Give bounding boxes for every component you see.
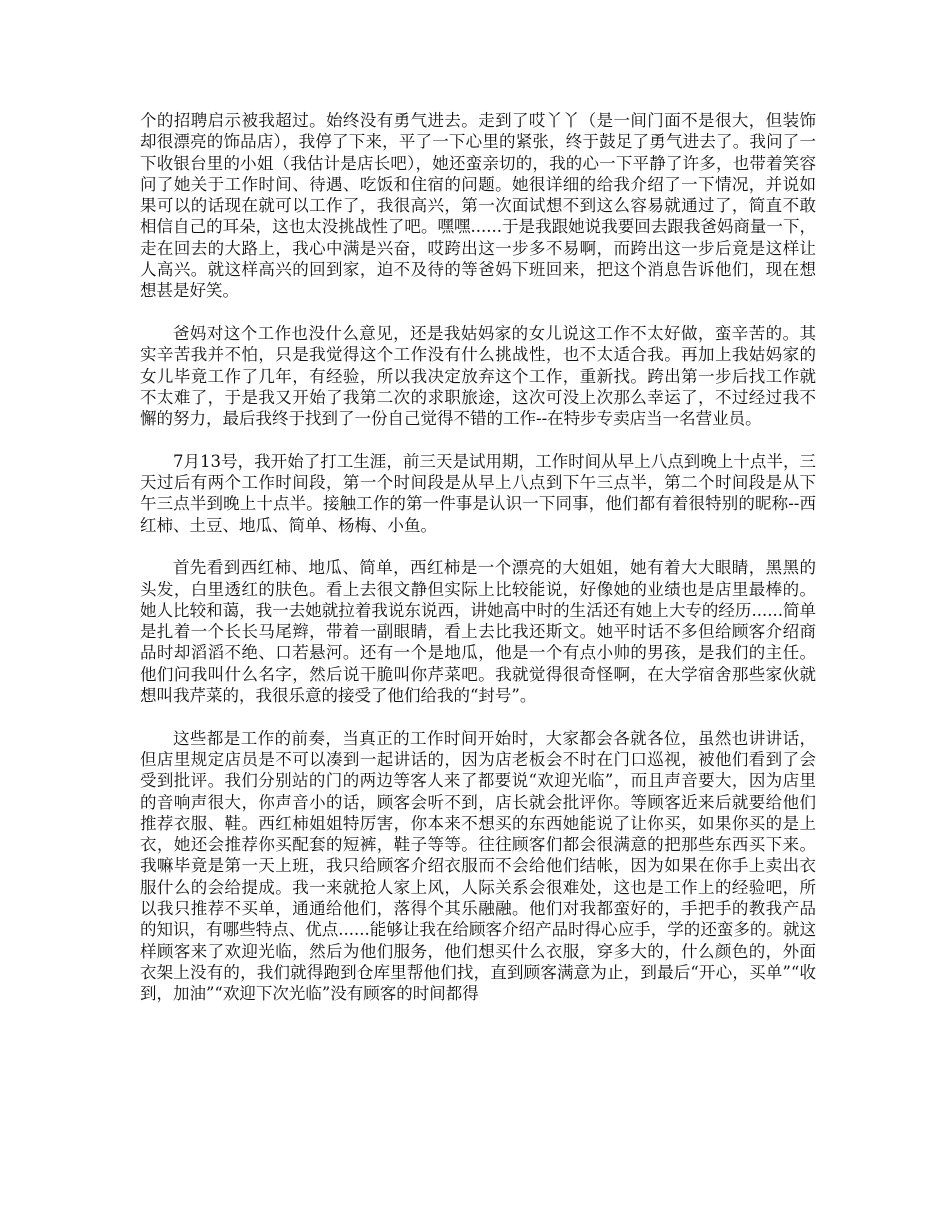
paragraph-5: 这些都是工作的前奏，当真正的工作时间开始时，大家都会各就各位，虽然也讲讲话，但店里规定店员是不可以凑到一起讲话的，因为店老板会不时在门口巡视，被他们看到了会受到批评。我们分别站的门的两边等客人来了都要说“欢迎光临”，而且声音要大，因为店里的音响声很大，你声音小的话，顾客会听不到，店长就会批评你。等顾客近来后就要给他们推荐衣服、鞋。西红柿姐姐特厉害，你本来不想买的东西她能说了让你买，如果你买的是上衣，她还会推荐你买配套的短裤，鞋子等等。往往顾客们都会很满意的把那些东西买下来。我嘛毕竟是第一天上班，我只给顾客介绍衣服而不会给他们结帐，因为如果在你手上卖出衣服什么的会给提成。我一来就抢人家上风，人际关系会很难处，这也是工作上的经验吧，所以我只推荐不买单，通通给他们，落得个其乐融融。他们对我都蛮好的，手把手的教我产品的知识，有哪些特点、优点......能够让我在给顾客介绍产品时得心应手，学的还蛮多的。就这样顾客来了欢迎光临，然后为他们服务，他们想买什么衣服，穿多大的，什么颜色的，外面衣架上没有的，我们就得跑到仓库里帮他们找，直到顾客满意为止，到最后“开心，买单”“收到，加油”“欢迎下次光临”没有顾客的时间都得	[140, 728, 816, 1004]
paragraph-2: 爸妈对这个工作也没什么意见，还是我姑妈家的女儿说这工作不太好做，蛮辛苦的。其实辛苦我并不怕，只是我觉得这个工作没有什么挑战性，也不太适合我。再加上我姑妈家的女儿毕竟工作了几年，有经验，所以我决定放弃这个工作，重新找。跨出第一步后找工作就不太难了，于是我又开始了我第二次的求职旅途，这次可没上次那么幸运了，不过经过我不懈的努力，最后我终于找到了一份自己觉得不错的工作--在特步专卖店当一名营业员。	[140, 323, 816, 429]
paragraph-1: 个的招聘启示被我超过。始终没有勇气进去。走到了哎丫丫（是一间门面不是很大，但装饰却很漂亮的饰品店），我停了下来，平了一下心里的紧张，终于鼓足了勇气进去了。我问了一下收银台里的小姐（我估计是店长吧），她还蛮亲切的，我的心一下平静了许多，也带着笑容问了她关于工作时间、待遇、吃饭和住宿的问题。她很详细的给我介绍了一下情况，并说如果可以的话现在就可以工作了，我很高兴，第一次面试想不到这么容易就通过了，简直不敢相信自己的耳朵，这也太没挑战性了吧。嘿嘿......于是我跟她说我要回去跟我爸妈商量一下，走在回去的大路上，我心中满是兴奋，哎跨出这一步多不易啊，而跨出这一步后竟是这样让人高兴。就这样高兴的回到家，迫不及待的等爸妈下班回来，把这个消息告诉他们，现在想想甚是好笑。	[140, 111, 816, 301]
paragraph-3: 7月13号，我开始了打工生涯，前三天是试用期，工作时间从早上八点到晚上十点半，三天过后有两个工作时间段，第一个时间段是从早上八点到下午三点半，第二个时间段是从下午三点半到晚上十点半。接触工作的第一件事是认识一下同事，他们都有着很特别的昵称--西红柿、土豆、地瓜、简单、杨梅、小鱼。	[140, 451, 816, 535]
paragraph-4: 首先看到西红柿、地瓜、简单，西红柿是一个漂亮的大姐姐，她有着大大眼睛，黑黑的头发，白里透红的肤色。看上去很文静但实际上比较能说，好像她的业绩也是店里最棒的。她人比较和蔼，我一去她就拉着我说东说西，讲她高中时的生活还有她上大专的经历......简单是扎着一个长长马尾辫，带着一副眼睛，看上去比我还斯文。她平时话不多但给顾客介绍商品时却滔滔不绝、口若悬河。还有一个是地瓜，他是一个有点小帅的男孩，是我们的主任。他们问我叫什么名字，然后说干脆叫你芹菜吧。我就觉得很奇怪啊，在大学宿舍那些家伙就想叫我芹菜的，我很乐意的接受了他们给我的“封号”。	[140, 558, 816, 706]
document-body	[140, 110, 816, 1026]
